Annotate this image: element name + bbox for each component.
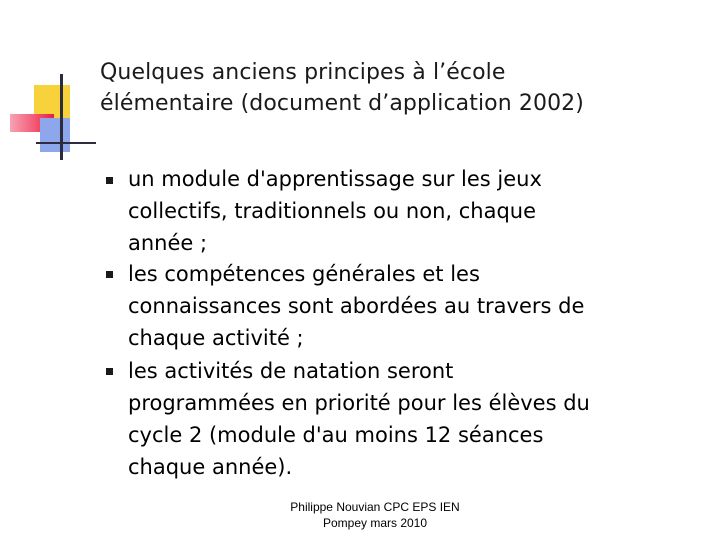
bullet-line: cycle 2 (module d'au moins 12 séances <box>128 423 544 447</box>
bullet-line: connaissances sont abordées au travers de <box>128 294 585 318</box>
bullet-line: un module d'apprentissage sur les jeux <box>128 167 542 191</box>
title-line: Quelques anciens principes à l’école <box>100 60 506 85</box>
bullet-square-icon <box>106 271 113 278</box>
bullet-line: les activités de natation seront <box>128 359 454 383</box>
bullet-text <box>128 355 708 483</box>
bullet-text <box>128 258 708 354</box>
bullet-line: chaque année). <box>128 455 293 479</box>
bullet-square-icon <box>106 177 113 184</box>
title-line: élémentaire (document d’application 2002) <box>100 91 584 116</box>
footer-author: Philippe Nouvian CPC EPS IEN <box>290 500 460 514</box>
bullet-line: chaque activité ; <box>128 326 304 350</box>
bullet-line: programmées en priorité pour les élèves du <box>128 391 590 415</box>
footer-date: Pompey mars 2010 <box>322 516 428 530</box>
slide-footer <box>210 499 540 531</box>
bullet-line: année ; <box>128 231 208 255</box>
bullet-line: collectifs, traditionnels ou non, chaque <box>128 199 537 223</box>
bullet-square-icon <box>106 368 113 375</box>
bullet-line: les compétences générales et les <box>128 262 480 286</box>
bullet-text <box>128 163 708 259</box>
